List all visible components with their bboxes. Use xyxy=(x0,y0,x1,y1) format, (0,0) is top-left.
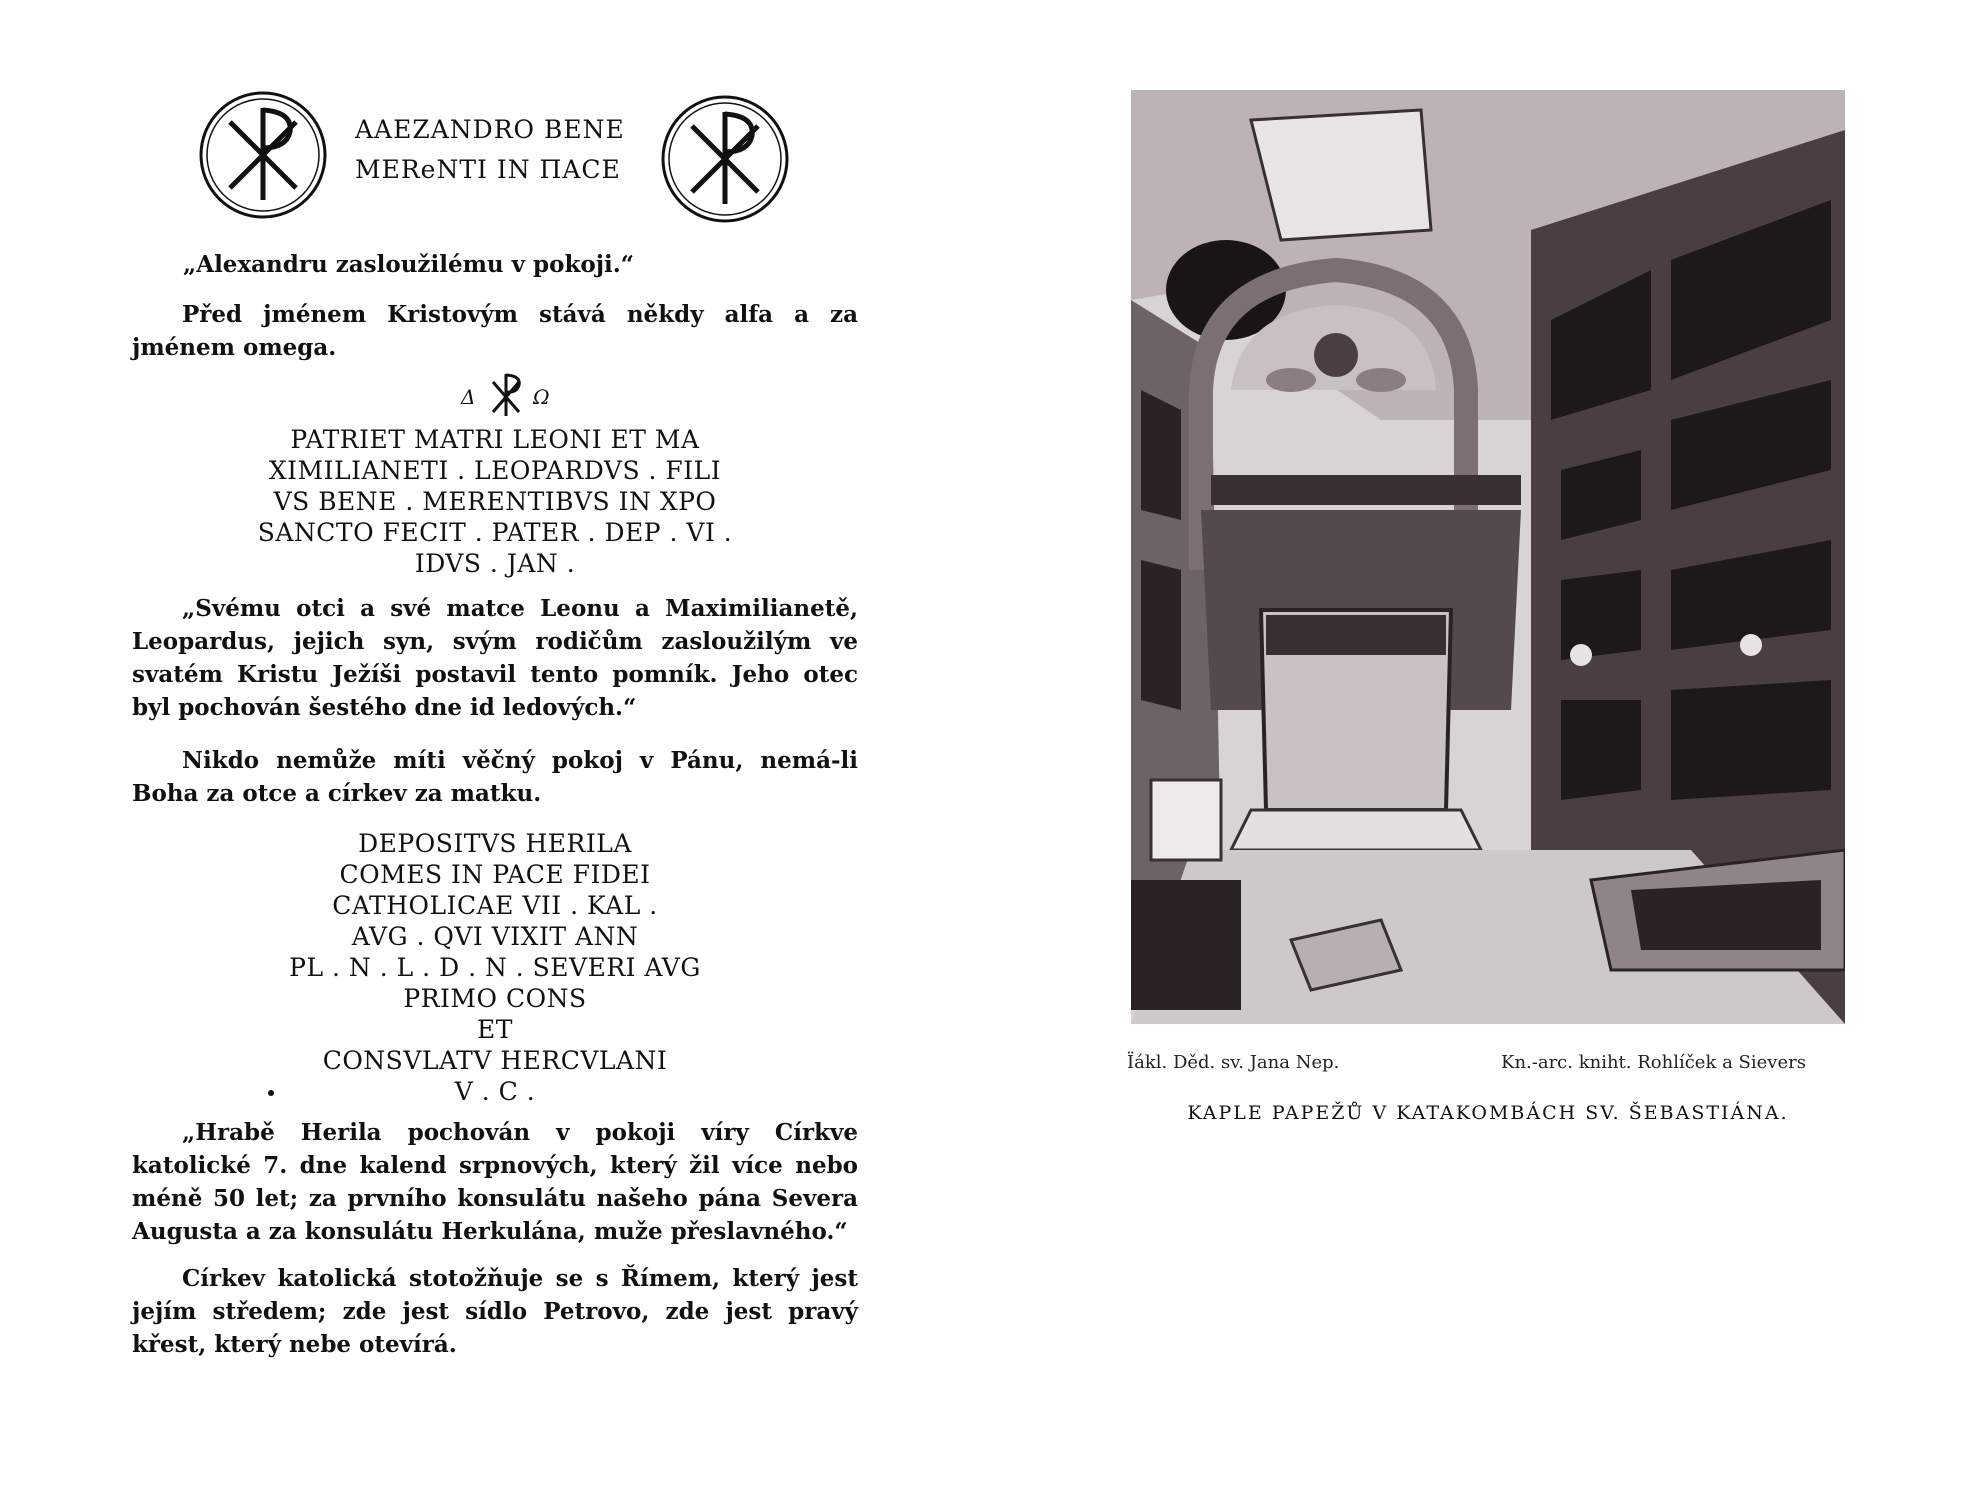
inscription-alexander xyxy=(355,110,625,190)
inscription-herila xyxy=(132,828,858,1107)
bullet-dot xyxy=(268,1090,274,1096)
translation-leopardus xyxy=(132,592,858,724)
alpha-glyph: Δ xyxy=(461,385,476,409)
alpha-omega-monogram-icon xyxy=(455,372,575,418)
paragraph-church xyxy=(132,744,858,810)
inscription-line: PL . N . L . D . N . SEVERI AVG xyxy=(289,953,701,982)
inscription-line: VS BENE . MERENTIBVS IN XPO xyxy=(273,487,717,516)
paragraph-text: Nikdo nemůže míti věčný pokoj v Pánu, nemá-li Boha za otce a církev za matku. xyxy=(132,747,858,807)
right-page xyxy=(985,0,1970,1501)
inscription-line: CATHOLICAE VII . KAL . xyxy=(332,891,658,920)
inscription-line: AAEZANDRO BENE xyxy=(355,115,625,144)
chi-rho-seal-right-icon xyxy=(660,94,790,224)
paragraph-text: „Svému otci a své matce Leonu a Maximilianetě, Leopardus, jejich syn, svým rodičům zasloužilým ve svatém Kristu Ježíši postavil tento pomník. Jeho otec byl pochován šestého dne id ledových.“ xyxy=(132,595,858,721)
inscription-line: CONSVLATV HERCVLANI xyxy=(322,1046,668,1075)
inscription-line: AVG . QVI VIXIT ANN xyxy=(351,922,639,951)
paragraph-alpha-omega xyxy=(132,298,858,364)
paragraph-text: Církev katolická stotožňuje se s Římem, který jest jejím středem; zde jest sídlo Petrovo, zde jest pravý křest, který nebe otevírá. xyxy=(132,1265,858,1358)
inscription-line: PATRIET MATRI LEONI ET MA xyxy=(290,425,700,454)
inscription-leopardus xyxy=(132,424,858,579)
translation-herila xyxy=(132,1116,858,1248)
inscription-line: SANCTO FECIT . PATER . DEP . VI . xyxy=(257,518,733,547)
paragraph-rome xyxy=(132,1262,858,1361)
inscription-line: MEReNTI IN ΠACE xyxy=(355,155,621,184)
catacomb-chapel-photo xyxy=(1131,90,1845,1024)
translation-alexander: „Alexandru zasloužilému v pokoji.“ xyxy=(183,251,635,278)
inscription-line: ET xyxy=(477,1015,513,1044)
inscription-line: PRIMO CONS xyxy=(403,984,587,1013)
inscription-line: IDVS . JAN . xyxy=(414,549,576,578)
inscription-line: XIMILIANETI . LEOPARDVS . FILI xyxy=(268,456,722,485)
photo-credit-left: Ïákl. Děd. sv. Jana Nep. xyxy=(1127,1052,1340,1073)
photo-credit-right: Kn.-arc. kniht. Rohlíček a Sievers xyxy=(1501,1052,1806,1073)
chi-rho-seal-left-icon xyxy=(198,90,328,220)
omega-glyph: Ω xyxy=(533,385,550,409)
inscription-line: DEPOSITVS HERILA xyxy=(358,829,632,858)
inscription-line: COMES IN PACE FIDEI xyxy=(339,860,651,889)
paragraph-text: „Hrabě Herila pochován v pokoji víry Církve katolické 7. dne kalend srpnových, který žil více nebo méně 50 let; za prvního konsulátu našeho pána Severa Augusta a za konsulátu Herkulána, muže přeslavného.“ xyxy=(132,1119,858,1245)
plate-caption: KAPLE PAPEŽŮ V KATAKOMBÁCH SV. ŠEBASTIÁNA. xyxy=(1187,1102,1789,1124)
paragraph-text: Před jménem Kristovým stává někdy alfa a za jménem omega. xyxy=(132,301,858,361)
inscription-line: V . C . xyxy=(454,1077,536,1106)
